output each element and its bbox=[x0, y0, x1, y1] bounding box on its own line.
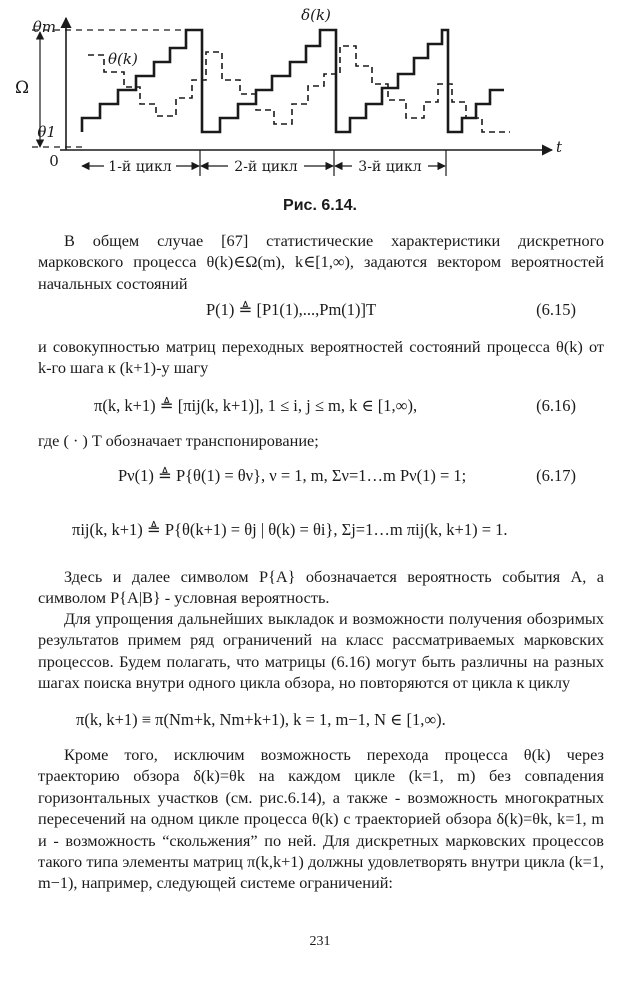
equation-6-15-number: (6.15) bbox=[536, 300, 576, 319]
equation-6-15: P(1) ≜ [P1(1),...,Pm(1)]T bbox=[206, 300, 377, 319]
paragraph-5: Кроме того, исключим возможность перехода процесса θ(k) через траекторию обзора δ(k)=θk на каждом цикле (k=1, m) без совпадения горизонтальных участков (см. рис.6.14), а также - возможность многократных пересечений на одном цикле процесса θ(k) с траекторией обзора δ(k)=θk, k=1, m и - возможность “скольжения” по ней. Для дискретных марковских процессов такого типа элементы матриц π(k,k+1) должны удовлетворять внутри цикла (k=1, m−1), например, следующей системе ограничений: bbox=[38, 745, 604, 893]
page-number: 231 bbox=[309, 934, 331, 949]
omega-label: Ω bbox=[14, 78, 30, 98]
time-label: t bbox=[556, 138, 563, 156]
paragraph-1: В общем случае [67] статистические характеристики дискретного марковского процесса θ(k)∈Ω(m), k∈[1,∞), задаются вектором вероятностей начальных состояний bbox=[38, 231, 604, 293]
paragraph-4: Для упрощения дальнейших выкладок и возможности получения обозримых результатов примем ряд ограничений на класс рассматриваемых марковских процессов. Будем полагать, что матрицы (6.16) могут быть различны на разных шагах поиска внутри одного цикла обзора, но повторяются от цикла к циклу bbox=[38, 609, 604, 693]
equation-6-17-number: (6.17) bbox=[536, 466, 576, 485]
equation-6-17b: πij(k, k+1) ≜ P{θ(k+1) = θj | θ(k) = θi}, Σj=1…m πij(k, k+1) = 1. bbox=[72, 520, 508, 539]
delta-trajectory bbox=[82, 30, 504, 132]
theta-m-label: θm bbox=[32, 18, 56, 36]
delta-label: δ(k) bbox=[301, 6, 331, 24]
cycle-1-label: 1-й цикл bbox=[108, 159, 172, 175]
theta-k-label: θ(k) bbox=[108, 50, 138, 68]
figure-caption: Рис. 6.14. bbox=[283, 197, 357, 214]
equation-6-16-number: (6.16) bbox=[536, 396, 576, 415]
cycle-2-label: 2-й цикл bbox=[234, 159, 298, 175]
equation-6-17a: Pν(1) ≜ P{θ(1) = θν}, ν = 1, m, Σν=1…m Pν(1) = 1; bbox=[118, 466, 467, 485]
paragraph-3: Здесь и далее символом P{A} обозначается вероятность события A, а символом P{A|B} - условная вероятность. bbox=[38, 567, 604, 608]
equation-cycle-repeat: π(k, k+1) ≡ π(Nm+k, Nm+k+1), k = 1, m−1, N ∈ [1,∞). bbox=[76, 710, 446, 729]
markov-process-figure bbox=[0, 0, 640, 192]
origin-label: 0 bbox=[49, 152, 59, 170]
equation-6-16: π(k, k+1) ≜ [πij(k, k+1)], 1 ≤ i, j ≤ m, k ∈ [1,∞), bbox=[94, 396, 418, 415]
theta-1-label: θ1 bbox=[37, 123, 56, 141]
transpose-note: где ( · ) T обозначает транспонирование; bbox=[38, 431, 319, 450]
cycle-3-label: 3-й цикл bbox=[358, 159, 422, 175]
paragraph-2: и совокупностью матриц переходных вероятностей состояний процесса θ(k) от k-го шага к (k+1)-у шагу bbox=[38, 337, 604, 378]
